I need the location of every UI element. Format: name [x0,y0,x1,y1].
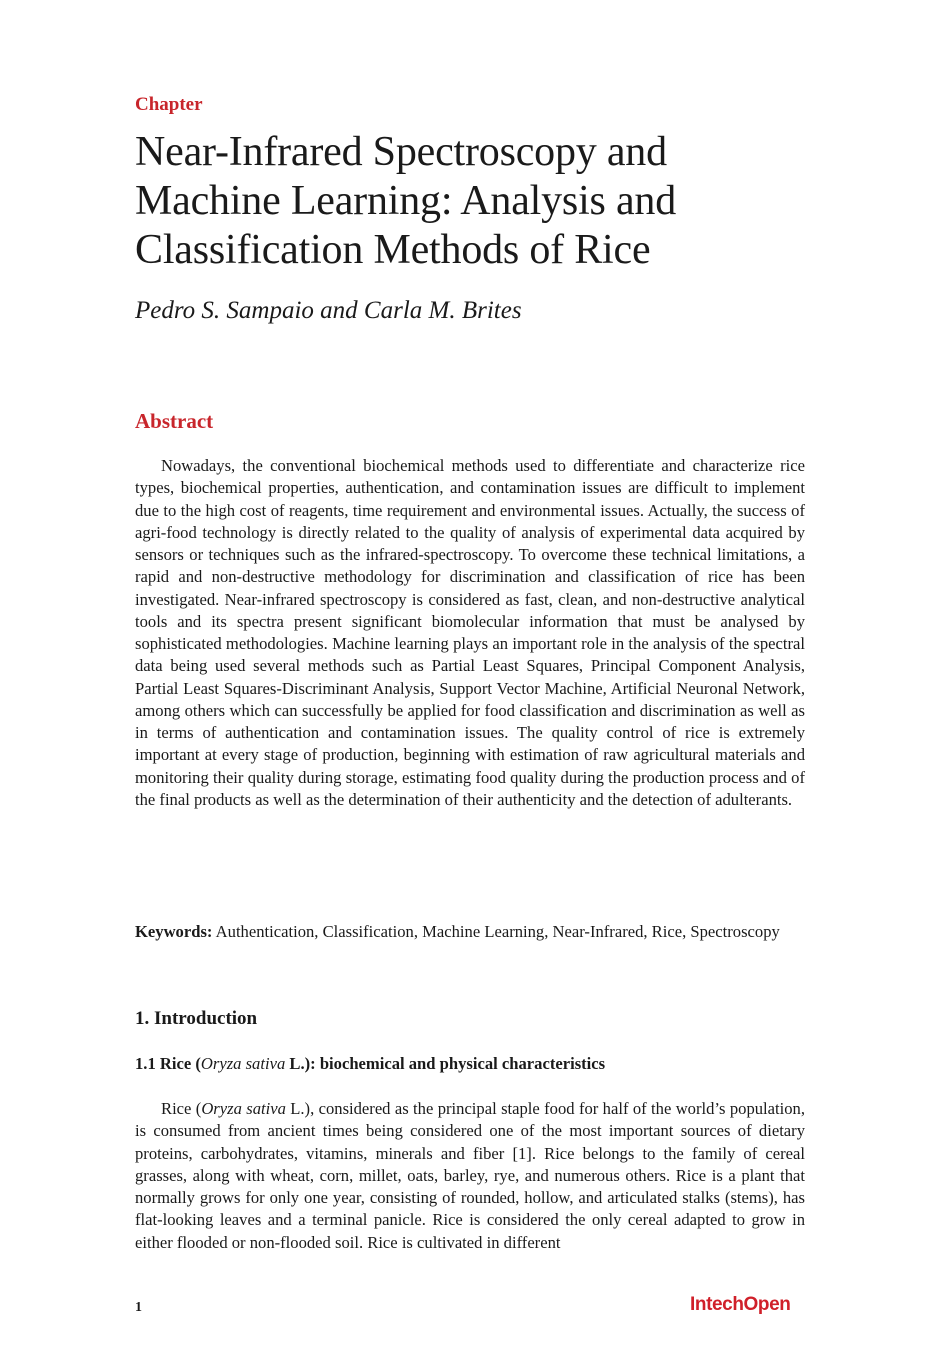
chapter-title: Near-Infrared Spectroscopy and Machine Learning: Analysis and Classification Methods of Rice [135,129,677,273]
intro-paragraph [135,1098,805,1254]
keywords [135,921,805,944]
chapter-label: Chapter [135,94,203,115]
intro-prefix: Rice ( [161,1099,202,1118]
abstract-heading: Abstract [135,409,214,433]
intro-text: L.), considered as the principal staple food for half of the world’s population, is consumed from ancient times being considered one of the most important sources of dietary proteins, carbohydrates, vitamins, minerals and fiber [1]. Rice belongs to the family of cereal grasses, along with wheat, corn, millet, oats, barley, rye, and numerous others. Rice is a plant that normally grows for only one year, consisting of rounded, hollow, and articulated stalks (stems), has flat-looking leaves and a terminal panicle. Rice is considered the only cereal adapted to grow in either flooded or non-flooded soil. Rice is cultivated in different [135,1099,805,1252]
publisher-logo: IntechOpen [690,1294,791,1315]
section-heading: 1. Introduction [135,1008,258,1029]
keywords-label: Keywords: [135,922,213,941]
subsection-heading [135,1054,605,1074]
abstract-body: Nowadays, the conventional biochemical methods used to differentiate and characterize rice types, biochemical properties, authentication, and contamination issues are difficult to implement due to the high cost of reagents, time requirement and environmental issues. Actually, the success of agri-food technology is directly related to the quality of analysis of experimental data acquired by sensors or techniques such as the infrared-spectroscopy. To overcome these technical limitations, a rapid and non-destructive methodology for discrimination and classification of rice has been investigated. Near-infrared spectroscopy is considered as fast, clean, and non-destructive analytical tools and its spectra present significant biomolecular information that must be analysed by sophisticated methodologies. Machine learning plays an important role in the analysis of the spectral data being used several methods such as Partial Least Squares, Principal Component Analysis, Partial Least Squares-Discriminant Analysis, Support Vector Machine, Artificial Neuronal Network, among others which can successfully be applied for food classification and discrimination as well as in terms of authentication and contamination issues. The quality control of rice is extremely important at every stage of production, beginning with estimation of raw agricultural materials and monitoring their quality during storage, estimating food quality during the production process and of the final products as well as the determination of their authenticity and the detection of adulterants. [135,456,805,809]
page-number: 1 [135,1300,142,1315]
intro-italic: Oryza sativa [201,1099,286,1118]
subsection-heading-italic: Oryza sativa [200,1054,286,1073]
subsection-heading-prefix: 1.1 Rice ( [135,1054,201,1073]
authors: Pedro S. Sampaio and Carla M. Brites [135,297,522,324]
keywords-list: Authentication, Classification, Machine Learning, Near-Infrared, Rice, Spectroscopy [212,922,780,941]
subsection-heading-suffix: L.): biochemical and physical characteristics [285,1054,606,1073]
